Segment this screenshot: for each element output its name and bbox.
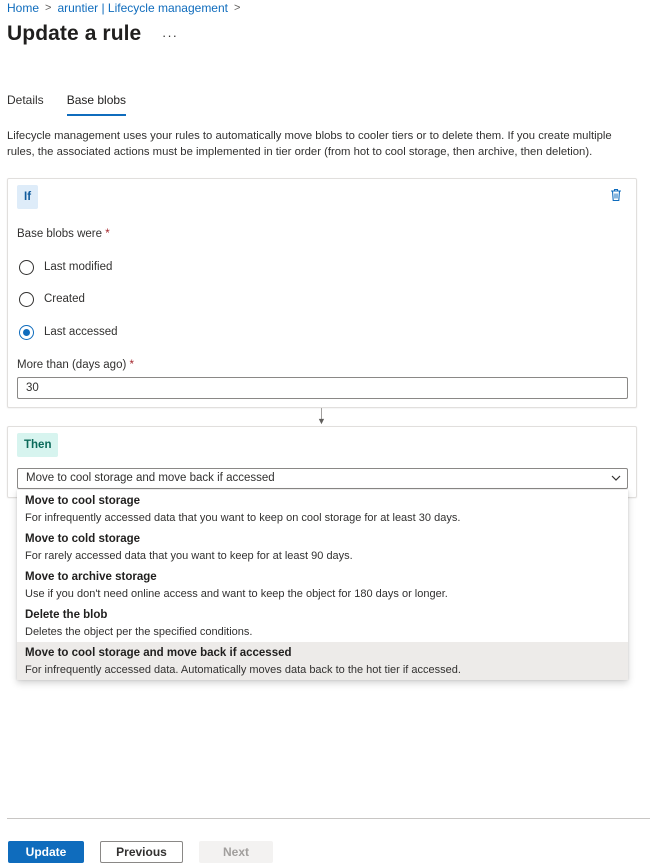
- description-text: Lifecycle management uses your rules to automatically move blobs to cooler tiers or to delete them. If you create multiple rules, the associated actions must be implemented in tier order (from hot to cool storage, then archive, then deletion).: [7, 130, 612, 158]
- radio-button[interactable]: [19, 292, 34, 307]
- then-action-panel: [7, 426, 637, 498]
- chevron-right-icon: >: [45, 2, 52, 14]
- days-label: More than (days ago) *: [17, 359, 134, 371]
- option-title: Move to cool storage: [25, 495, 141, 507]
- option-description: For rarely accessed data that you want to keep for at least 90 days.: [25, 550, 353, 562]
- dropdown-selected-value: Move to cool storage and move back if accessed: [26, 472, 275, 484]
- required-mark: *: [105, 228, 110, 240]
- delete-icon[interactable]: [610, 188, 622, 202]
- radio-label: Created: [44, 293, 85, 305]
- option-cool-storage-move-back[interactable]: [17, 642, 628, 680]
- breadcrumb: [7, 0, 246, 16]
- option-description: Deletes the object per the specified conditions.: [25, 626, 253, 638]
- action-dropdown[interactable]: [17, 468, 628, 489]
- tab-details[interactable]: Details: [7, 93, 44, 107]
- footer-divider: [7, 818, 650, 819]
- option-title: Move to archive storage: [25, 571, 157, 583]
- arrow-down-icon: ▼: [317, 416, 326, 426]
- radio-created[interactable]: [19, 290, 85, 308]
- option-description: Use if you don't need online access and want to keep the object for 180 days or longer.: [25, 588, 448, 600]
- required-mark: *: [129, 359, 134, 371]
- radio-button[interactable]: [19, 260, 34, 275]
- option-description: For infrequently accessed data that you want to keep on cool storage for at least 30 days.: [25, 512, 461, 524]
- chevron-down-icon: [611, 473, 621, 483]
- previous-button[interactable]: Previous: [100, 841, 183, 863]
- radio-label: Last accessed: [44, 326, 118, 338]
- more-options-button[interactable]: ···: [162, 28, 178, 43]
- option-archive-storage[interactable]: [17, 566, 628, 604]
- option-cold-storage[interactable]: [17, 528, 628, 566]
- option-delete-blob[interactable]: [17, 604, 628, 642]
- action-dropdown-list: [17, 490, 628, 680]
- if-condition-panel: [7, 178, 637, 408]
- radio-button-checked[interactable]: [19, 325, 34, 340]
- days-input[interactable]: 30: [17, 377, 628, 399]
- radio-label: Last modified: [44, 261, 113, 273]
- update-button[interactable]: Update: [8, 841, 84, 863]
- chevron-right-icon: >: [234, 2, 241, 14]
- breadcrumb-lifecycle-link[interactable]: aruntier | Lifecycle management: [57, 1, 228, 15]
- option-title: Move to cool storage and move back if accessed: [25, 647, 292, 659]
- page-title: Update a rule: [7, 22, 142, 45]
- option-cool-storage[interactable]: [17, 490, 628, 528]
- tab-base-blobs[interactable]: Base blobs: [67, 90, 126, 116]
- option-title: Delete the blob: [25, 609, 108, 621]
- next-button[interactable]: Next: [199, 841, 273, 863]
- option-title: Move to cold storage: [25, 533, 141, 545]
- radio-last-modified[interactable]: [19, 258, 112, 276]
- breadcrumb-home-link[interactable]: Home: [7, 1, 40, 15]
- then-badge: Then: [17, 433, 58, 457]
- base-blobs-label: Base blobs were *: [17, 228, 110, 240]
- radio-last-accessed[interactable]: [19, 323, 118, 341]
- if-badge: If: [17, 185, 38, 209]
- tab-list: [7, 90, 126, 116]
- option-description: For infrequently accessed data. Automatically moves data back to the hot tier if accessed.: [25, 664, 461, 676]
